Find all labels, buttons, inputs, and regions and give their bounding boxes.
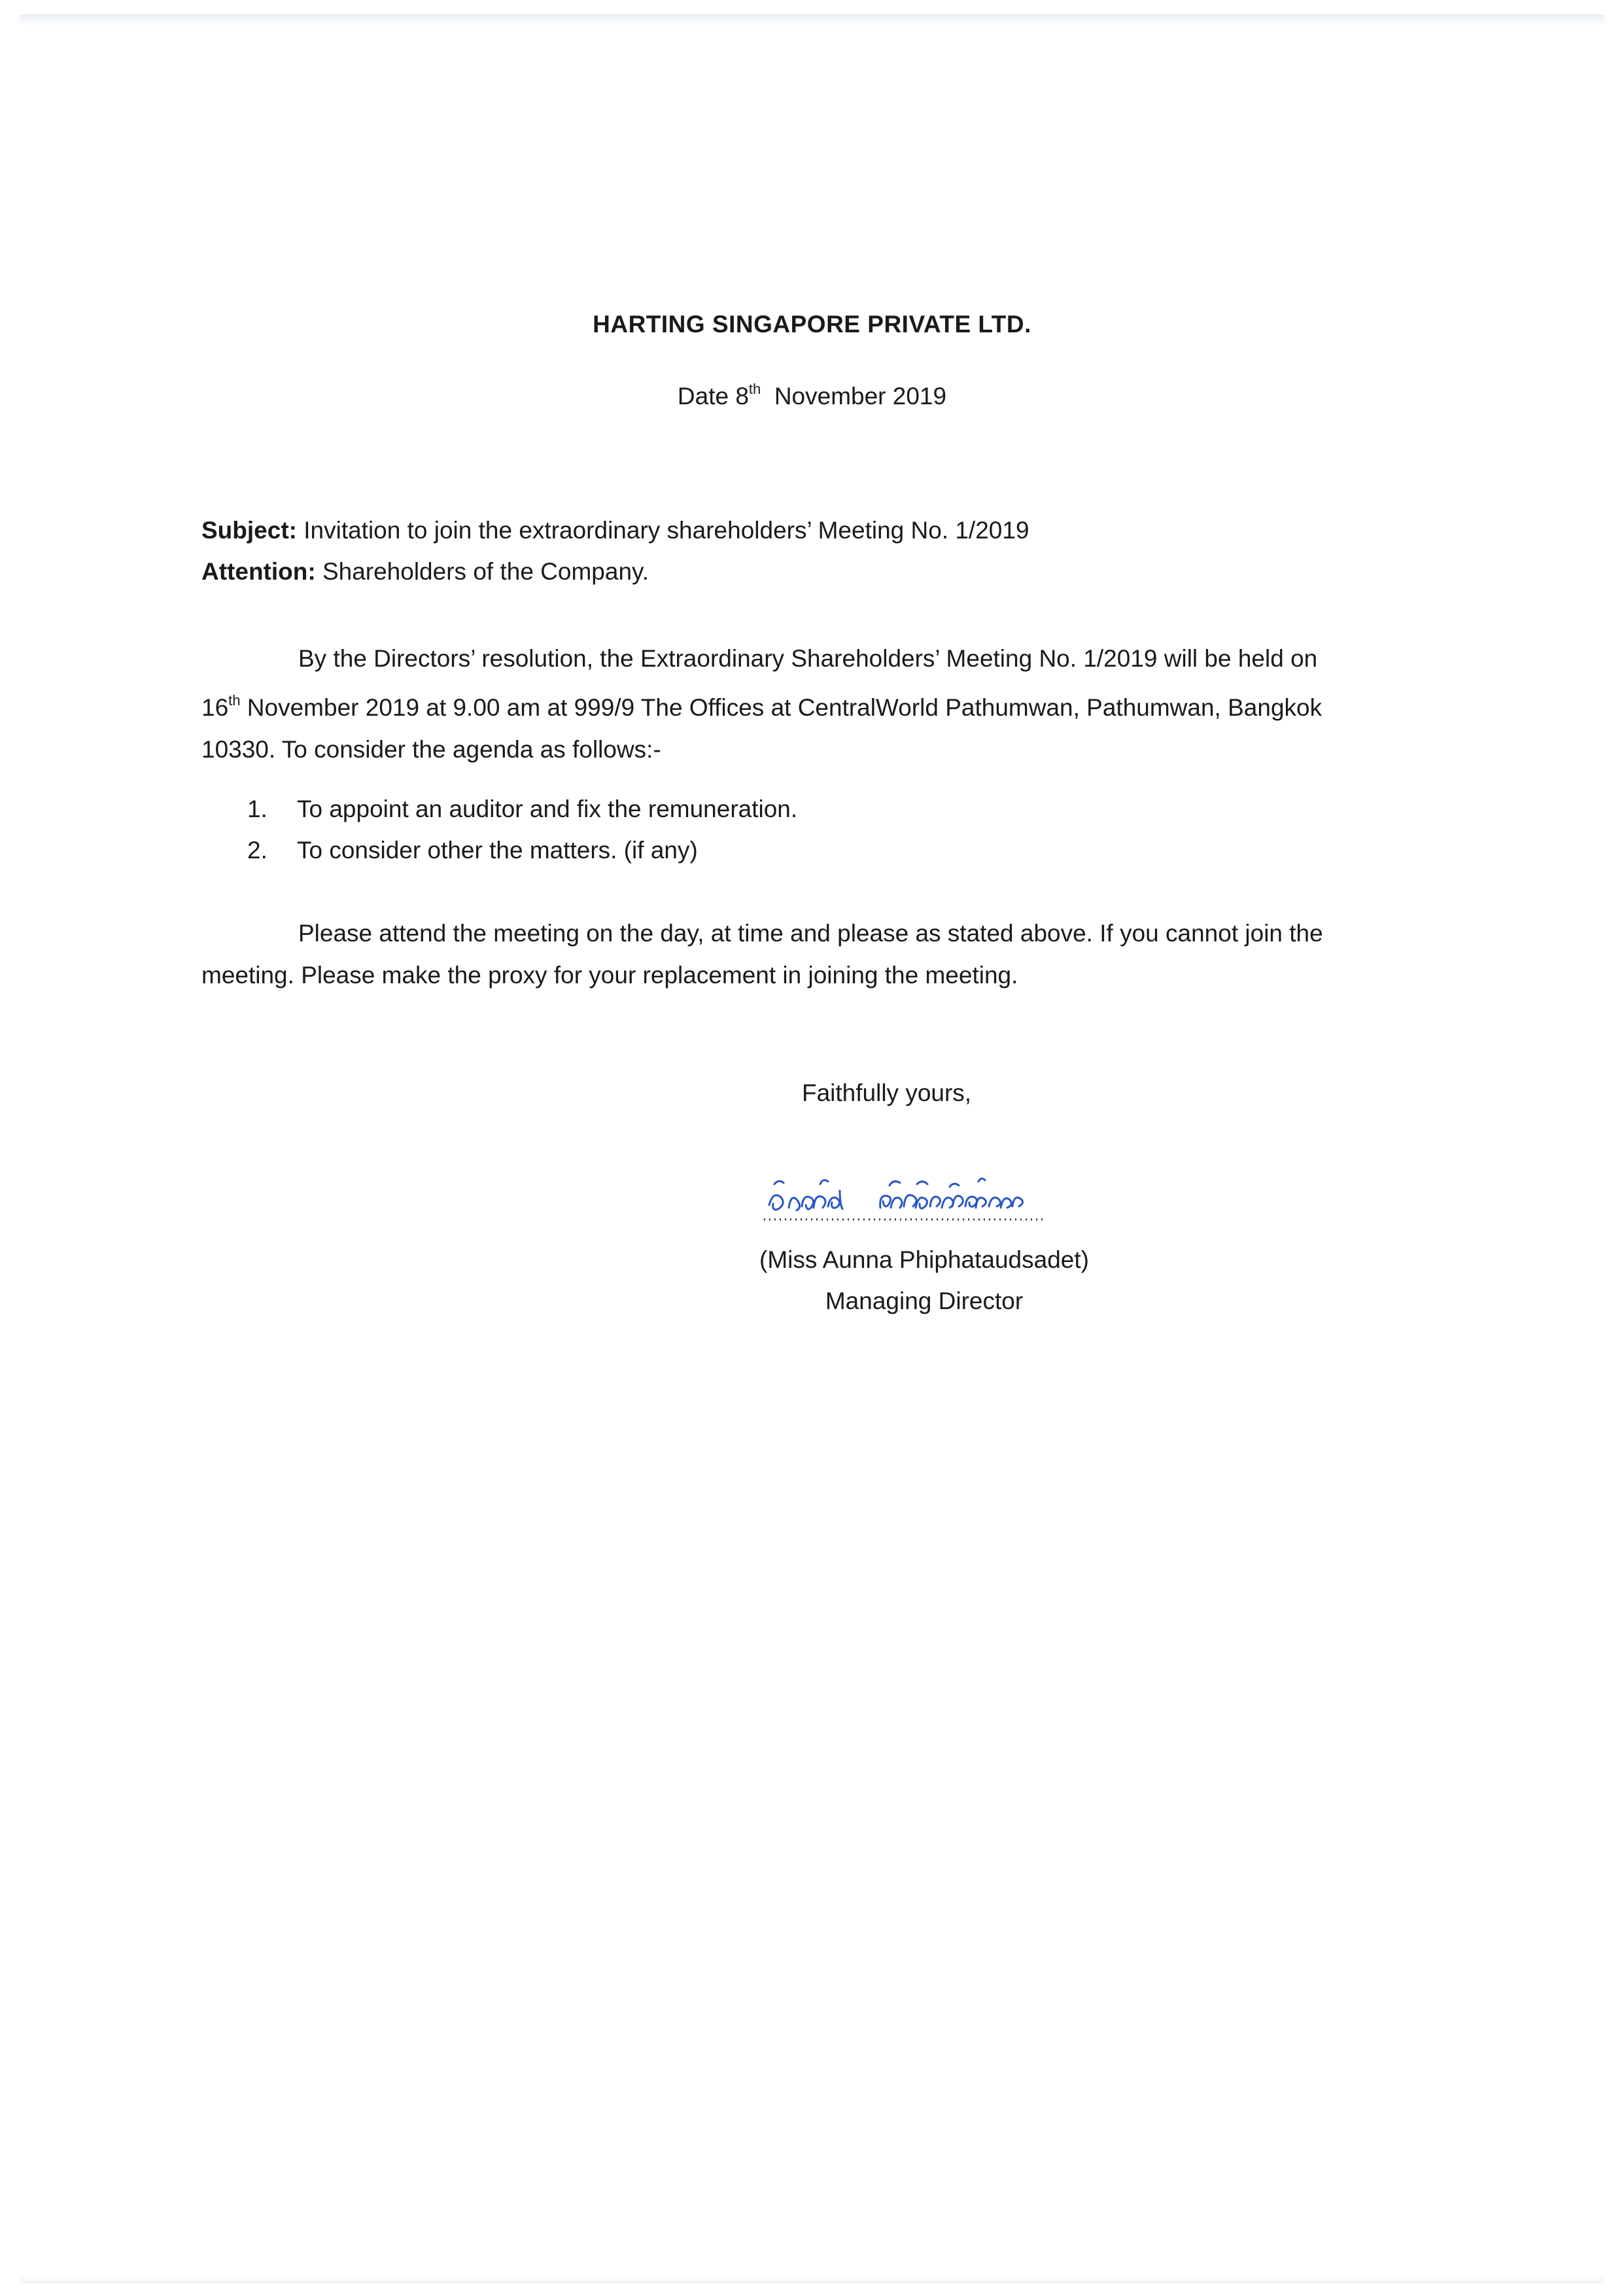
agenda-item — [247, 788, 797, 830]
meeting-paragraph-line-3: 10330. To consider the agenda as follows:- — [201, 736, 661, 763]
scan-edge-bottom — [20, 2275, 1604, 2283]
handwritten-signature — [756, 1165, 1096, 1230]
letter-date — [0, 381, 1624, 410]
date-suffix: November 2019 — [774, 383, 947, 410]
date-ordinal: th — [748, 381, 761, 397]
meeting-paragraph-line-1: By the Directors’ resolution, the Extraordinary Shareholders’ Meeting No. 1/2019 will be held on — [298, 645, 1318, 672]
attendance-paragraph-line-2: meeting. Please make the proxy for your replacement in joining the meeting. — [201, 962, 1018, 989]
signer-name: (Miss Aunna Phiphataudsadet) — [759, 1246, 1089, 1273]
attention-line — [201, 558, 649, 586]
meeting-day: 16 — [201, 694, 229, 721]
agenda-item — [247, 830, 797, 871]
agenda-item-number: 2. — [247, 837, 268, 864]
attention-label: Attention: — [201, 558, 316, 585]
subject-line — [201, 517, 1029, 544]
signer-title: Managing Director — [825, 1288, 1024, 1314]
scan-edge-top — [20, 14, 1604, 26]
attendance-paragraph-line-1: Please attend the meeting on the day, at time and please as stated above. If you cannot join the — [298, 920, 1323, 947]
attention-text: Shareholders of the Company. — [322, 558, 649, 585]
subject-text: Invitation to join the extraordinary shareholders’ Meeting No. 1/2019 — [303, 517, 1029, 544]
meeting-paragraph-line-2 — [201, 680, 1452, 729]
date-prefix: Date 8 — [677, 383, 749, 410]
closing-salutation: Faithfully yours, — [802, 1079, 972, 1106]
meeting-paragraph — [201, 638, 1452, 771]
attendance-paragraph — [201, 913, 1452, 996]
agenda-item-text: To consider other the matters. (if any) — [297, 837, 698, 864]
company-name: HARTING SINGAPORE PRIVATE LTD. — [593, 311, 1031, 338]
agenda-item-text: To appoint an auditor and fix the remuneration. — [297, 796, 798, 822]
subject-label: Subject: — [201, 517, 297, 544]
meeting-details: November 2019 at 9.00 am at 999/9 The Offices at CentralWorld Pathumwan, Pathumwan, Bangkok — [247, 694, 1322, 721]
agenda-list — [247, 788, 797, 871]
meeting-day-ordinal: th — [228, 692, 241, 709]
agenda-item-number: 1. — [247, 796, 268, 822]
